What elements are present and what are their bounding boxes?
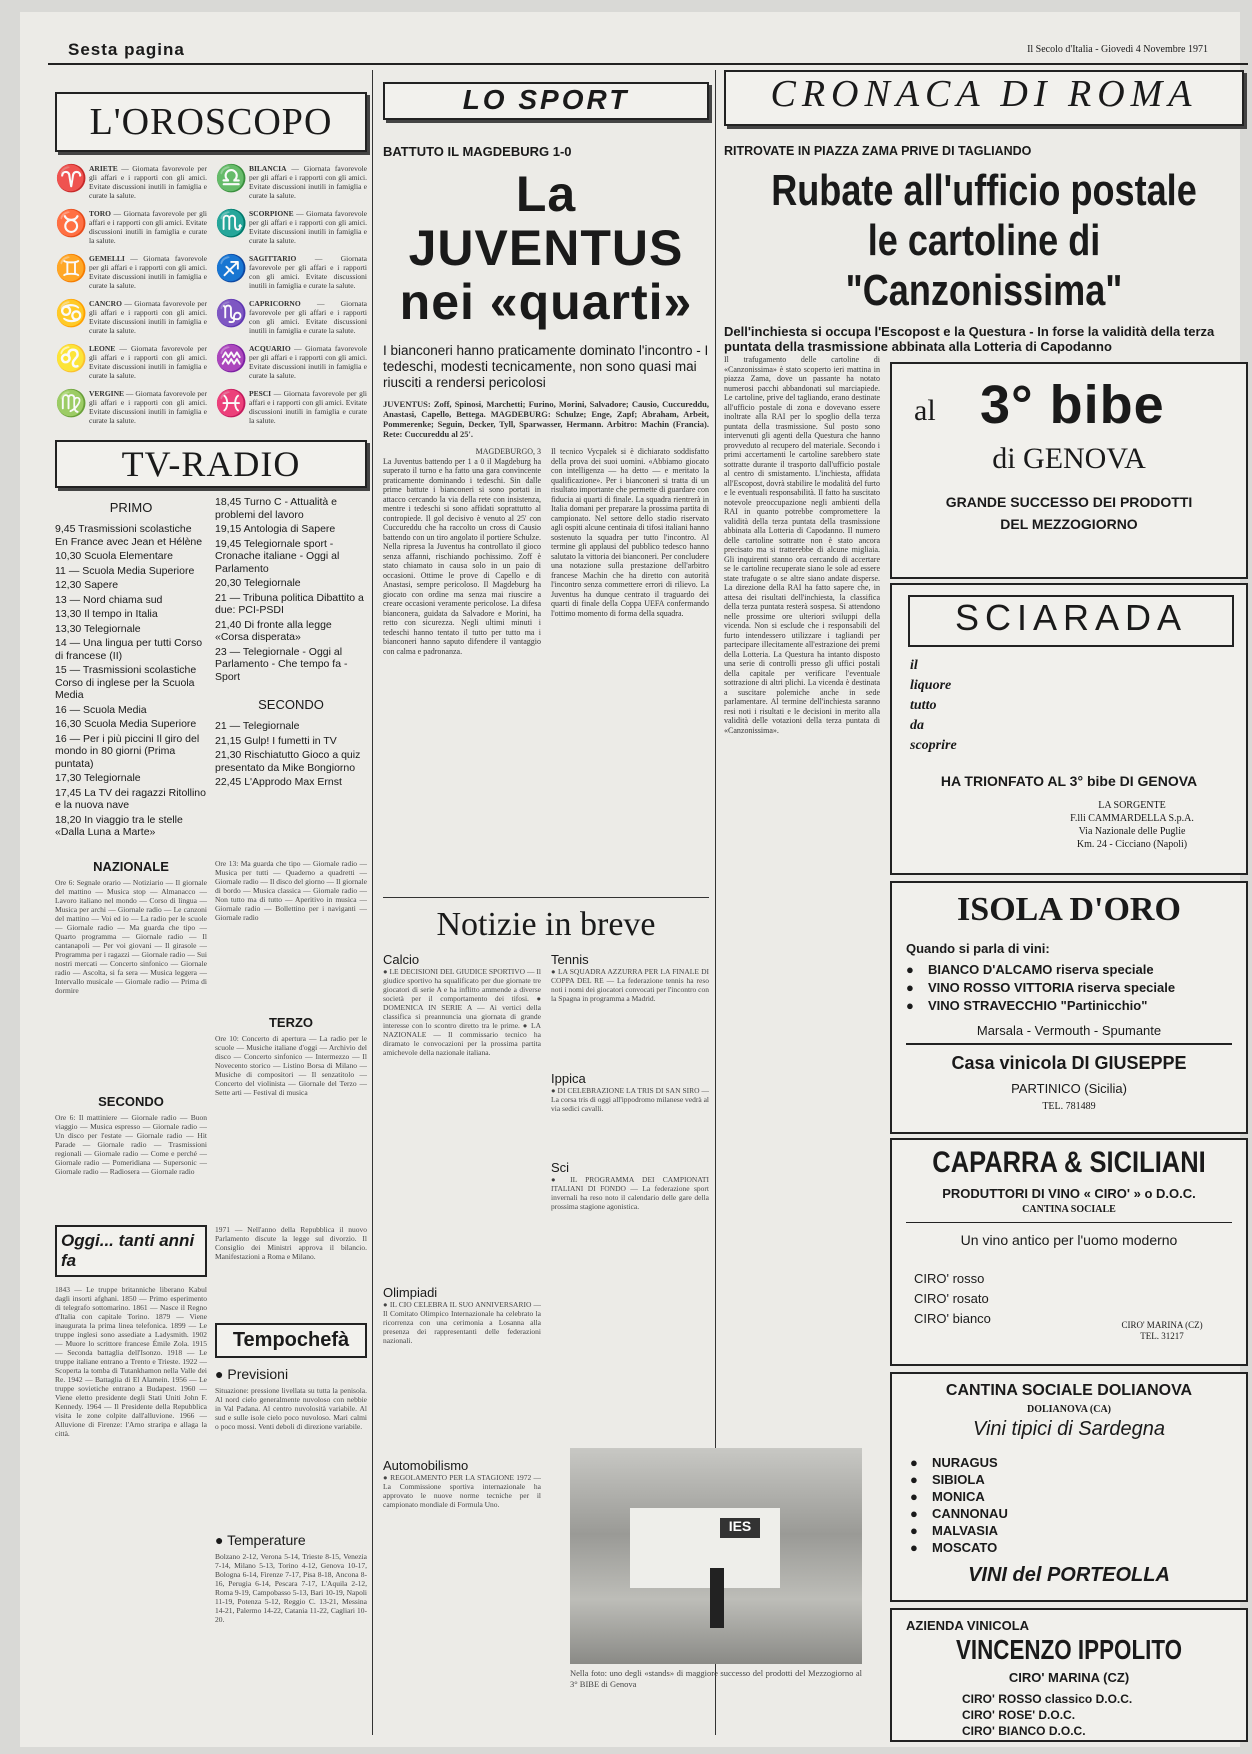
horoscope-text: ARIETE — Giornata favorevole per gli affari e i rapporti con gli amici. Evitate discussioni inutili in famiglia e curate la salute. (89, 164, 207, 200)
horoscope-sign (215, 344, 367, 380)
list-item: scoprire (910, 738, 957, 753)
notizie-rule (383, 897, 709, 898)
horoscope-text: TORO — Giornata favorevole per gli affari e i rapporti con gli amici. Evitate discussioni inutili in famiglia e curate la salute. (89, 209, 207, 245)
ad-dolianova-place: DOLIANOVA (CA) (1027, 1404, 1111, 1415)
list-item: ● BIANCO D'ALCAMO riserva speciale (906, 961, 1236, 979)
sport-headline-line2: nei «quarti» (399, 274, 693, 330)
weather-forecast-heading: ● Previsioni (215, 1365, 289, 1382)
horoscope-grid (55, 162, 367, 432)
horoscope-text: GEMELLI — Giornata favorevole per gli affari e i rapporti con gli amici. Evitate discussioni inutili in famiglia e curate la salute. (89, 254, 207, 290)
scorpio-icon: ♏ (215, 209, 248, 238)
photo-sign: IES (720, 1518, 760, 1538)
sport-headline-line1: La JUVENTUS (408, 166, 684, 276)
radio-terzo-text: Ore 10: Concerto di apertura — La radio per le scuole — Musiche italiane d'oggi — Archivio del disco — Concerto sinfonico — Intermezzo — Il Novecento storico — Listino Borsa di Milano — Musiche di compositori — Il senzatitolo — Concerto del violinista — Giornale del Terzo — Sette arti — Festival di musica (215, 1033, 367, 1097)
sport-article-col1 (383, 447, 541, 885)
gemini-icon: ♊ (55, 254, 88, 283)
list-item: 22,45 L'Approdo Max Ernst (215, 776, 342, 788)
weather-block (215, 1225, 367, 1745)
list-item: ● SIBIOLA (910, 1471, 1008, 1488)
list-item: CIRO' rosato (914, 1291, 989, 1306)
tv-primo-column (55, 496, 207, 841)
notizie-section-olimpiadi: Olimpiadi (383, 1285, 438, 1300)
page-header (48, 40, 1248, 62)
list-item: ● VINO ROSSO VITTORIA riserva speciale (906, 979, 1236, 997)
sport-article-col2 (551, 447, 709, 885)
ad-ippolito-place: CIRO' MARINA (CZ) (1008, 1670, 1130, 1685)
left-column (55, 70, 367, 1745)
cronaca-headline-line2: le cartoline di "Canzonissima" (845, 216, 1123, 315)
horoscope-sign (55, 164, 207, 200)
list-item: ● VINO STRAVECCHIO "Partinicchio" (906, 997, 1236, 1015)
notizie-calcio-text: ● LE DECISIONI DEL GIUDICE SPORTIVO — Il giudice sportivo ha squalificato per due giornate tre giocatori di serie A e ha inflitto ammende a diverse società per il comportamento dei tifosi. ● DOMENICA IN SERIE A — Ai vertici della classifica si preannuncia una giornata di grande interesse con lo scontro diretto tra le prime. ● LA NAZIONALE — Il commissario tecnico ha diramato le convocazioni per la prossima partita amichevole della nazionale italiana. (383, 967, 541, 1057)
horoscope-sign-name: SAGITTARIO (249, 254, 297, 263)
horoscope-sign-name: TORO (89, 209, 111, 218)
notizie-title: Notizie in breve (436, 906, 656, 943)
ad-bibe (890, 362, 1248, 579)
bullet-icon: ● (215, 1531, 228, 1548)
radio-terzo-heading: TERZO (268, 1014, 314, 1030)
horoscope-text: PESCI — Giornata favorevole per gli affari e i rapporti con gli amici. Evitate discussioni inutili in famiglia e curate la salute. (249, 389, 367, 425)
radio-secondo-text: Ore 6: Il mattiniere — Giornale radio — Buon viaggio — Musica espresso — Giornale radio — Un disco per l'estate — Giornale radio — Hit Parade — Giornale radio — Trasmissioni regionali — Giornale radio — Come e perché — Giornale radio — Pomeridiana — Supersonic — Giornale radio — Radiosera — Giornale radio (55, 1112, 207, 1176)
ad-sciarada-slogan (910, 657, 957, 757)
tv-secondo-heading: SECONDO (258, 697, 324, 712)
list-item: 21 — Tribuna politica Dibattito a due: PCI-PSDI (215, 591, 364, 616)
cronaca-section-title: CRONACA DI ROMA (724, 70, 1244, 126)
sport-article (383, 447, 709, 885)
oggi-title: Oggi... tanti anni fa (55, 1225, 207, 1277)
horoscope-text: BILANCIA — Giornata favorevole per gli affari e i rapporti con gli amici. Evitate discussioni inutili in famiglia e curate la salute. (249, 164, 367, 200)
list-item: 18,20 In viaggio tra le stelle «Dalla Luna a Marte» (55, 813, 183, 838)
horoscope-sign-name: LEONE (89, 344, 116, 353)
list-item: 21 — Telegiornale (215, 720, 300, 732)
horoscope-sign (55, 389, 207, 425)
oggi-block (55, 1225, 207, 1745)
horoscope-sign-name: GEMELLI (89, 254, 125, 263)
notizie-section-ippica: Ippica (551, 1071, 586, 1086)
list-item: 14 — Una lingua per tutti Corso di francese (II) (55, 637, 203, 662)
notizie-ippica-text: ● DI CELEBRAZIONE LA TRIS DI SAN SIRO — La corsa tris di oggi all'ippodromo milanese vedrà al via sedici cavalli. (551, 1086, 709, 1113)
ad-isola-doro (890, 881, 1248, 1134)
capricorn-icon: ♑ (215, 299, 248, 328)
sport-section-title: LO SPORT (383, 82, 709, 120)
list-item: 16 — Per i più piccini Il giro del mondo in 80 giorni (Prima puntata) (55, 732, 200, 770)
ad-ippolito-line: AZIENDA VINICOLA (906, 1618, 1030, 1633)
ad-dolianova-list (910, 1454, 1008, 1556)
tv-primo2-list (215, 496, 367, 683)
notizie-section-calcio: Calcio (383, 952, 420, 967)
notizie-tennis-text: ● LA SQUADRA AZZURRA PER LA FINALE DI COPPA DEL RE — La federazione tennis ha reso noti i nomi dei giocatori convocati per l'incontro con la Spagna in programma a Madrid. (551, 967, 709, 1003)
column-divider (372, 70, 373, 1735)
tvradio-title: TV-RADIO (55, 440, 367, 488)
list-item: 17,30 Telegiornale (55, 772, 141, 784)
bullet-icon: ● (215, 1365, 228, 1382)
horoscope-text: CAPRICORNO — Giornata favorevole per gli affari e i rapporti con gli amici. Evitate discussioni inutili in famiglia e curate la salute. (249, 299, 367, 335)
radio-nazionale-text: Ore 6: Segnale orario — Notiziario — Il giornale del mattino — Musica stop — Almanacco — Lavoro italiano nel mondo — Corso di lingua — Musica per archi — Giornale radio — Le canzoni del mattino — Voi ed io — La radio per le scuole — Giornale radio — Ma guarda che tipo — Quarto programma — Giornale radio — Il cantanapoli — Per voi giovani — Il girasole — Programma per i ragazzi — Giornale radio — Sui nostri mercati — Concerto sinfonico — Giornale radio — Ascolta, si fa sera — Musica leggera — Intervallo musicale — Giornale radio — Prima di dormire (55, 877, 207, 995)
radio-right (215, 859, 367, 1205)
bottom-left-blocks (55, 1225, 367, 1745)
header-rule (48, 63, 1248, 65)
ad-isola-intro: Quando si parla di vini: (906, 941, 1050, 956)
aquarius-icon: ♒ (215, 344, 248, 373)
list-item: 10,30 Scuola Elementare (55, 550, 173, 562)
list-item: 23 — Telegiornale - Oggi al Parlamento - Che tempo fa - Sport (215, 645, 348, 683)
ad-bibe-pre: al (914, 394, 936, 427)
list-item: CIRO' BIANCO D.O.C. (962, 1724, 1086, 1738)
list-item: 19,15 Antologia di Sapere (215, 523, 336, 535)
virgo-icon: ♍ (55, 389, 88, 418)
notizie-section-sci: Sci (551, 1160, 570, 1175)
list-item: 21,15 Gulp! I fumetti in TV (215, 734, 337, 747)
list-item: 13,30 Telegiornale (55, 622, 141, 635)
ad-caparra (890, 1138, 1248, 1366)
ad-sciarada-address1: Via Nazionale delle Puglie (1078, 826, 1186, 837)
ad-isola-types: Marsala - Vermouth - Spumante (976, 1023, 1162, 1038)
list-item: 16,30 Scuola Media Superiore (55, 718, 197, 730)
ad-ippolito (890, 1608, 1248, 1742)
horoscope-text: SCORPIONE — Giornata favorevole per gli affari e i rapporti con gli amici. Evitate discussioni inutili in famiglia e curate la salute. (249, 209, 367, 245)
list-item: 19,45 Telegiornale sport - Cronache italiane - Oggi al Parlamento (215, 537, 340, 575)
photo-figure (710, 1568, 724, 1628)
list-item: 21,30 Rischiatutto Gioco a quiz presentato da Mike Bongiorno (215, 749, 361, 774)
horoscope-sign-name: ACQUARIO (249, 344, 291, 353)
sport-article-text: La Juventus battendo per 1 a 0 il Magdeburg ha superato il turno e ha fatto una gara convincente praticamente dominando i tedeschi. Sin dalle prime battute i bianconeri si sono portati in attacco cercando la via della rete con insistenza, mentre i tedeschi si sono affidati soprattutto al contropiede. Il gol decisivo è venuto al 25' con Cuccureddu che ha raccolto un cross di Causio battendo con un tiro angolato il portiere Schulze. Nella ripresa la Juventus ha controllato il gioco senza affanni, rischiando pochissimo. Zoff è stato chiamato in causa solo in un paio di occasioni. Ottime le prove di Capello e di Anastasi, sempre pericoloso. Il Magdeburg ha giocato con ordine ma senza mai riuscire a creare occasioni veramente pericolose. La difesa bianconera, guidata da Salvadore e Morini, ha retto con sicurezza. Negli ultimi minuti i tedeschi hanno tentato il tutto per tutto ma i bianconeri hanno saputo difendere il vantaggio con calma e padronanza. (383, 456, 541, 656)
ad-dolianova-tag: Vini tipici di Sardegna (973, 1418, 1165, 1440)
horoscope-sign (215, 299, 367, 335)
ad-dolianova-name: CANTINA SOCIALE DOLIANOVA (945, 1382, 1193, 1399)
list-item: ● CANNONAU (910, 1505, 1008, 1522)
horoscope-text: ACQUARIO — Giornata favorevole per gli affari e i rapporti con gli amici. Evitate discussioni inutili in famiglia e curate la salute. (249, 344, 367, 380)
ad-caparra-wines (914, 1270, 991, 1330)
notizie-olimpiadi-text: ● IL CIO CELEBRA IL SUO ANNIVERSARIO — Il Comitato Olimpico Internazionale ha celebrato la ricorrenza con una cerimonia a Losanna alla presenza dei rappresentanti delle federazioni nazionali. (383, 1300, 541, 1345)
ad-dolianova-footer: VINI del PORTEOLLA (968, 1564, 1170, 1586)
ad-isola-tel: TEL. 781489 (1042, 1101, 1096, 1112)
cronaca-column (724, 70, 1244, 1738)
leo-icon: ♌ (55, 344, 88, 373)
weather-temp-heading: ● Temperature (215, 1531, 306, 1548)
list-item: 12,30 Sapere (55, 579, 119, 591)
list-item: ● MOSCATO (910, 1539, 1008, 1556)
sport-kicker: BATTUTO IL MAGDEBURG 1-0 (383, 144, 572, 159)
horoscope-text: LEONE — Giornata favorevole per gli affari e i rapporti con gli amici. Evitate discussioni inutili in famiglia e curate la salute. (89, 344, 207, 380)
horoscope-sign (55, 254, 207, 290)
list-item: ● NURAGUS (910, 1454, 1008, 1471)
ad-caparra-tel: TEL. 31217 (1140, 1331, 1184, 1341)
horoscope-sign-name: PESCI (249, 389, 272, 398)
ad-caparra-rule (906, 1222, 1232, 1223)
ad-sciarada-maker-block (1032, 799, 1232, 851)
ad-isola-list (906, 961, 1236, 1015)
list-item: 16 — Scuola Media (55, 703, 147, 716)
taurus-icon: ♉ (55, 209, 88, 238)
ad-bibe-line2: DEL MEZZOGIORNO (1000, 516, 1138, 532)
ad-caparra-place-block (1092, 1320, 1232, 1342)
horoscope-sign (215, 389, 367, 425)
tv-schedule (55, 496, 367, 841)
horoscope-sign (55, 209, 207, 245)
list-item: 17,45 La TV dei ragazzi Ritollino e la nuova nave (55, 786, 206, 811)
sport-deck: I bianconeri hanno praticamente dominato l'incontro - I tedeschi, modesti tecnicamente, non sono quasi mai riusciti a rendersi pericolosi (383, 343, 709, 390)
notizie-auto-text: ● REGOLAMENTO PER LA STAGIONE 1972 — La Commissione sportiva internazionale ha approvato le nuove norme tecniche per il campionato mondiale di Formula Uno. (383, 1473, 541, 1509)
sport-column (383, 70, 709, 1573)
list-item: 11 — Scuola Media Superiore (55, 564, 195, 577)
tv-secondo-list (215, 720, 367, 789)
list-item: ● MALVASIA (910, 1522, 1008, 1539)
cronaca-deck: Dell'inchiesta si occupa l'Escopost e la Questura - In forse la validità della terza puntata della trasmissione abbinata alla Lotteria di Capodanno (724, 324, 1215, 354)
sport-article-text2: Il tecnico Vycpalek si è dichiarato soddisfatto della prova dei suoi uomini. «Abbiamo giocato con intelligenza — ha detto — e meritato la qualificazione». Per i bianconeri si tratta di un risultato importante che permette di guardare con fiducia ai quarti di finale. La squadra rientrerà in Italia domani per preparare la prossima partita di campionato. Nel settore dello stadio riservato agli ospiti alcune centinaia di tifosi italiani hanno sostenuto la squadra per tutto l'incontro. Al termine gli applausi del pubblico tedesco hanno salutato la vittoria dei bianconeri. Per concludere una notazione sulla prestazione dell'arbitro francese Machin che ha diretto con autorità l'incontro senza commettere errori di rilievo. La Juventus ha dunque centrato il traguardo dei quarti di finale della Coppa UEFA confermando l'ottimo momento di forma della squadra. (551, 447, 709, 618)
radio-schedule (55, 859, 367, 1205)
ad-bibe-city: di GENOVA (992, 442, 1146, 475)
ad-bibe-line1: GRANDE SUCCESSO DEI PRODOTTI (945, 494, 1193, 510)
weather-title: Tempochefà (215, 1323, 367, 1358)
sport-dateline: MAGDEBURGO, 3 (475, 447, 541, 456)
list-item: ● MONICA (910, 1488, 1008, 1505)
weather-temp-text: Bolzano 2-12, Verona 5-14, Trieste 8-15, Venezia 7-14, Milano 5-13, Torino 4-12, Genova 10-17, Bologna 6-14, Firenze 7-17, Pisa 8-18, Ancona 8-16, Perugia 6-14, Pescara 7-17, L'Aquila 2-12, Roma 9-19, Campobasso 5-13, Bari 10-19, Napoli 11-19, Potenza 5-12, Reggio C. 13-21, Messina 14-21, Palermo 14-22, Catania 11-22, Cagliari 10-20. (215, 1551, 367, 1624)
ad-ippolito-wines (962, 1692, 1132, 1740)
ad-sciarada-address2: Km. 24 - Cicciano (Napoli) (1076, 839, 1188, 850)
libra-icon: ♎ (215, 164, 248, 193)
list-item: CIRO' ROSSO classico D.O.C. (962, 1692, 1133, 1706)
ad-sciarada-name: SCIARADA (908, 595, 1234, 647)
notizie-col1 (383, 952, 541, 1573)
ad-ippolito-name: VINCENZO IPPOLITO (955, 1634, 1183, 1665)
ad-caparra-line1: PRODUTTORI DI VINO « CIRO' » o D.O.C. (942, 1186, 1196, 1201)
ad-sciarada-claim: HA TRIONFATO AL 3° bibe DI GENOVA (940, 773, 1198, 789)
list-item: da (910, 718, 924, 733)
cronaca-kicker: RITROVATE IN PIAZZA ZAMA PRIVE DI TAGLIANDO (724, 144, 1032, 158)
notizie-section-auto: Automobilismo (383, 1458, 469, 1473)
cancer-icon: ♋ (55, 299, 88, 328)
horoscope-sign (215, 164, 367, 200)
ad-caparra-slogan: Un vino antico per l'uomo moderno (960, 1232, 1178, 1248)
ad-isola-house: Casa vinicola DI GIUSEPPE (951, 1053, 1187, 1073)
cronaca-headline-line1: Rubate all'ufficio postale (771, 166, 1197, 215)
list-item: 13 — Nord chiama sud (55, 593, 163, 606)
radio-nazionale-heading: NAZIONALE (93, 858, 169, 874)
radio-secondo-heading: SECONDO (98, 1093, 164, 1109)
ad-isola-name: ISOLA D'ORO (957, 891, 1181, 928)
horoscope-sign-name: CAPRICORNO (249, 299, 301, 308)
horoscope-sign (55, 299, 207, 335)
ad-isola-rule (906, 1043, 1232, 1045)
ad-caparra-name: CAPARRA & SICILIANI (932, 1146, 1206, 1179)
horoscope-sign-name: BILANCIA (249, 164, 287, 173)
ad-caparra-place: CIRO' MARINA (CZ) (1121, 1320, 1203, 1330)
horoscope-text: VERGINE — Giornata favorevole per gli affari e i rapporti con gli amici. Evitate discussioni inutili in famiglia e curate la salute. (89, 389, 207, 425)
oggi-text: 1843 — Le truppe britanniche liberano Kabul dagli insorti afghani. 1850 — Primo esperimento di telegrafo sottomarino. 1861 — Nasce il Regno d'Italia con capitale Torino. 1879 — Viene inaugurata la prima linea telefonica. 1899 — Le truppe inglesi sono assediate a Ladysmith. 1902 — Muore lo scrittore francese Émile Zola. 1915 — Seconda battaglia dell'Isonzo. 1918 — Le truppe italiane entrano a Trento e Trieste. 1922 — Scoperta la tomba di Tutankhamon nella Valle dei Re. 1942 — Battaglia di El Alamein. 1956 — Le truppe sovietiche entrano a Budapest. 1960 — Viene eletto presidente degli Stati Uniti John F. Kennedy. 1964 — Il Presidente della Repubblica visita le zone colpite dall'alluvione. 1966 — Alluvione di Firenze: l'Arno straripa e allaga la città. (55, 1284, 207, 1438)
list-item: 18,45 Turno C - Attualità e problemi del lavoro (215, 496, 337, 521)
horoscope-sign (215, 209, 367, 245)
ad-dolianova (890, 1372, 1248, 1602)
list-item: 15 — Trasmissioni scolastiche Corso di inglese per la Scuola Media (55, 664, 197, 701)
radio-left (55, 859, 207, 1205)
horoscope-sign-name: SCORPIONE (249, 209, 294, 218)
horoscope-sign-name: CANCRO (89, 299, 122, 308)
list-item: CIRO' bianco (914, 1311, 991, 1326)
list-item: liquore (910, 678, 952, 693)
list-item: 20,30 Telegiornale (215, 577, 301, 589)
radio-secondo-cont: Ore 13: Ma guarda che tipo — Giornale radio — Musica per tutti — Quaderno a quadretti — Giornale radio — Il disco del giorno — Il giornale di bordo — Musica classica — Giornale radio — Non tutto ma di tutto — Aperitivo in musica — Giornale radio — Bollettino per i naviganti — Giornale radio (215, 858, 367, 922)
horoscope-text: CANCRO — Giornata favorevole per gli affari e i rapporti con gli amici. Evitate discussioni inutili in famiglia e curate la salute. (89, 299, 207, 335)
ad-sciarada-maker: LA SORGENTE (1098, 800, 1166, 811)
notizie-section-tennis: Tennis (551, 952, 589, 967)
aries-icon: ♈ (55, 164, 88, 193)
masthead-date: Il Secolo d'Italia - Giovedì 4 Novembre 1971 (1027, 44, 1208, 55)
weather-intro: 1971 — Nell'anno della Repubblica il nuovo Parlamento discute la legge sul divorzio. Il Consiglio dei Ministri approva il bilancio. Manifestazioni a Roma e Milano. (215, 1224, 367, 1261)
ad-sciarada-company: F.lli CAMMARDELLA S.p.A. (1070, 813, 1194, 824)
list-item: 21,40 Di fronte alla legge «Corsa disperata» (215, 618, 332, 643)
horoscope-sign (215, 254, 367, 290)
horoscope-text: SAGITTARIO — Giornata favorevole per gli affari e i rapporti con gli amici. Evitate discussioni inutili in famiglia e curate la salute. (249, 254, 367, 290)
ad-bibe-logo: 3° bibe (980, 375, 1165, 435)
sport-lineup: JUVENTUS: Zoff, Spinosi, Marchetti; Furino, Morini, Salvadore; Causio, Cuccureddu, Anastasi, Capello, Bettega. MAGDEBURG: Schulze; Enge, Zapf; Abraham, Arbeit, Pommerenke; Seguin, Decker, Tyll, Sparwasser, Hermann. Arbitro: Machin (Francia). Rete: Cuccureddu al 25'. (383, 399, 709, 439)
list-item: il (910, 658, 918, 673)
horoscope-title: L'OROSCOPO (55, 92, 367, 152)
horoscope-sign-name: VERGINE (89, 389, 125, 398)
list-item: 9,45 Trasmissioni scolastiche En France avec Jean et Hélène (55, 523, 203, 548)
weather-forecast-text: Situazione: pressione livellata su tutta la penisola. Al nord cielo generalmente nuvoloso con nebbie in Val Padana. Al centro nuvolosità variabile. Al sud e sulle isole cielo poco nuvoloso. Mari calmi o poco mossi. Venti deboli di direzione variabile. (215, 1385, 367, 1431)
horoscope-sign (55, 344, 207, 380)
list-item: CIRO' rosso (914, 1271, 985, 1286)
horoscope-sign-name: ARIETE (89, 164, 118, 173)
cronaca-article-text: Il trafugamento delle cartoline di «Canzonissima» è stato scoperto ieri mattina in piazza Zama, dove un passante ha notato numerosi pacchi abbandonati sul marciapiede. Le cartoline, prive del tagliando, erano destinate all'ufficio postale di zona e dovevano essere inoltrate alla RAI per lo spoglio della terza puntata della trasmissione. Sul posto sono intervenuti gli agenti della Questura che hanno provveduto al recupero del materiale. Secondo i primi accertamenti le cartoline sarebbero state sottratte durante il trasporto dall'ufficio postale al centro di smistamento. L'inchiesta, affidata all'Escopost, dovrà stabilire le modalità del furto e le eventuali responsabilità. Il fatto ha suscitato notevole preoccupazione negli ambienti della RAI in quanto potrebbe compromettere la validità della terza puntata della trasmissione abbinata alla Lotteria di Capodanno. Il numero delle cartoline sottratte non è stato ancora precisato ma si tratterebbe di alcune migliaia. Gli inquirenti stanno ora cercando di accertare se le cartoline recuperate siano le sole ad essere state trafugate o se altre siano andate disperse. La direzione della RAI ha fatto sapere che, in attesa dei risultati dell'inchiesta, la classifica della terza puntata resterà sospesa. Si attendono nelle prossime ore ulteriori sviluppi della vicenda. Non si esclude che i responsabili del furto intendessero utilizzare i tagliandi per partecipare illecitamente all'estrazione dei premi della Lotteria. La Questura ha intanto disposto una serie di controlli presso gli uffici postali della capitale per verificare l'eventuale sottrazione di altri plichi. La vicenda è destinata a suscitare polemiche anche in sede parlamentare. Al termine dell'inchiesta saranno resi noti i risultati e le decisioni in merito alla validità delle votazioni della terza puntata di «Canzonissima». (724, 355, 880, 735)
list-item: 13,30 Il tempo in Italia (55, 608, 158, 620)
section-label: Sesta pagina (68, 40, 185, 59)
tv-primo-list (55, 523, 207, 839)
list-item: CIRO' ROSE' D.O.C. (962, 1708, 1076, 1722)
photo-caption: Nella foto: uno degli «stands» di maggiore successo del prodotti del Mezzogiorno al 3° BIBE di Genova (570, 1668, 862, 1689)
notizie-sci-text: ● IL PROGRAMMA DEI CAMPIONATI ITALIANI DI FONDO — La federazione sport invernali ha reso noto il calendario delle gare della prossima stagione agonistica. (551, 1175, 709, 1211)
pisces-icon: ♓ (215, 389, 248, 418)
sagittarius-icon: ♐ (215, 254, 248, 283)
tv-primo-heading: PRIMO (109, 500, 153, 515)
ad-sciarada (890, 583, 1248, 875)
ad-caparra-line2: CANTINA SOCIALE (1022, 1204, 1116, 1215)
list-item: tutto (910, 698, 937, 713)
ad-isola-town: PARTINICO (Sicilia) (1011, 1081, 1127, 1096)
tv-primo2-column (215, 496, 367, 841)
